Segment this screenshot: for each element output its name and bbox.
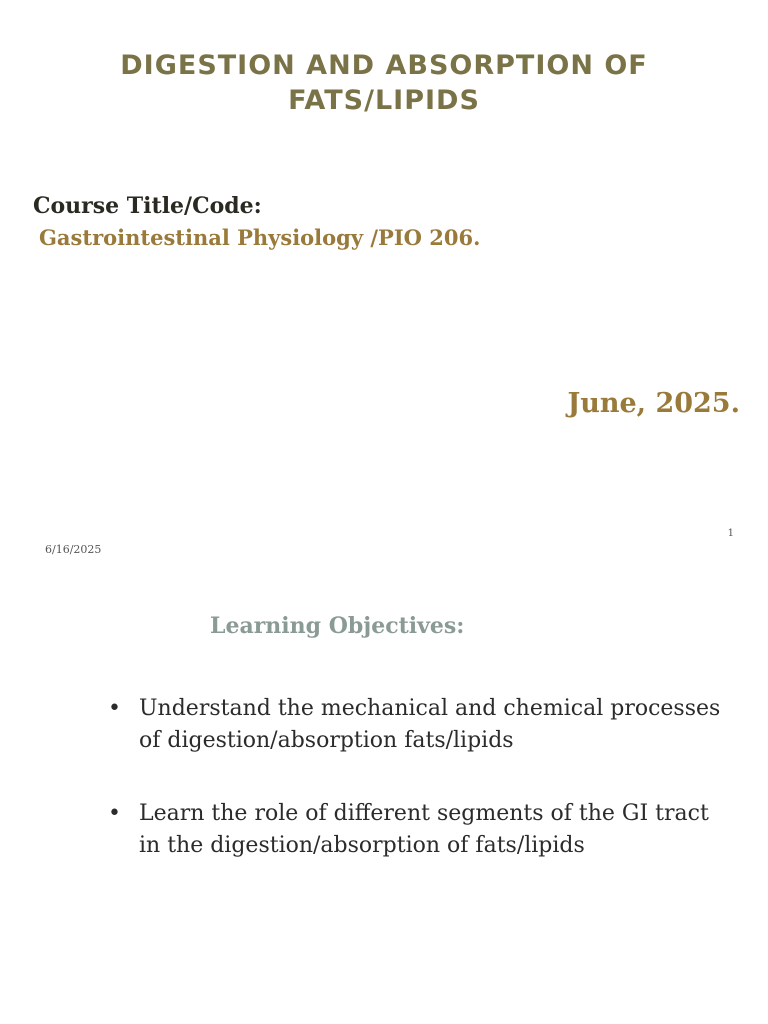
slide-footer-date: 6/16/2025 [45, 543, 102, 556]
objective-text-line: in the digestion/absorption of fats/lipids [139, 833, 585, 858]
objective-text-line: Understand the mechanical and chemical processes [139, 696, 721, 721]
learning-objectives-heading: Learning Objectives: [210, 613, 465, 639]
objective-item [108, 693, 728, 757]
slide-number: 1 [727, 528, 734, 539]
bullet-icon: • [108, 801, 121, 826]
objectives-slide [0, 570, 768, 1024]
objective-item [108, 798, 728, 862]
course-title-label: Course Title/Code: [33, 193, 262, 219]
bullet-icon: • [108, 696, 121, 721]
objective-text-line: of digestion/absorption fats/lipids [139, 728, 514, 753]
objectives-list [108, 693, 728, 903]
title-line-2: FATS/LIPIDS [288, 85, 480, 116]
objective-text-line: Learn the role of different segments of the GI tract [139, 801, 709, 826]
presentation-title [0, 48, 768, 118]
title-line-1: DIGESTION AND ABSORPTION OF [120, 50, 648, 81]
course-title-value: Gastrointestinal Physiology /PIO 206. [39, 225, 481, 250]
presentation-date: June, 2025. [567, 388, 740, 419]
